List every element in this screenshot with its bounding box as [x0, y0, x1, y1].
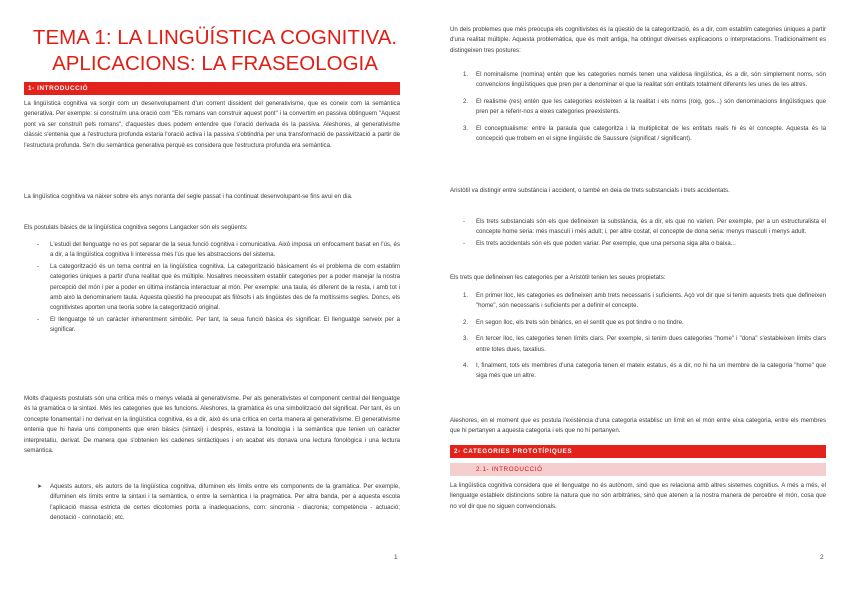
list-item-text: Aquests autors, els autors de la lingüística cognitiva, difuminen els límits entre els components de la gramàtica. Per exemple, difuminen els límits entre la sintaxi i la semàntica, o entre la semàntica i la pragmàtica. Per altra banda, per a aquesta escola l'aplicació massa estricta de certes dicotomies porta a inadequacions, com: sincronia - diacronia; competència - actuació; denotació - connotació; etc. — [50, 483, 400, 522]
list-number: 1. — [463, 71, 469, 78]
list-number: 3. — [463, 124, 469, 132]
traits-list — [463, 217, 826, 249]
postulates-list — [37, 240, 400, 336]
list-item — [463, 70, 826, 91]
document-title-line-2: APLICACIONS: LA FRASEOLOGIA — [52, 52, 378, 75]
dash-bullet: - — [37, 315, 40, 323]
paragraph: Els trets que defineixen les categories per a Aristòtil tenien les seues propietats: — [450, 274, 666, 281]
list-item-text: L'estudi del llenguatge no es pot separar de la seua funció cognitiva i comunicativa. Això imposa un enfocament basat en l'ús, és a dir, a la lingüística cognitiva li interessa més l'ús que les abstraccions del sistema. — [50, 241, 400, 259]
arrow-list — [37, 482, 400, 524]
arrow-bullet-icon: ➤ — [37, 483, 43, 490]
dash-bullet: - — [463, 239, 466, 247]
list-item — [463, 318, 826, 328]
page-number: 1 — [394, 554, 398, 561]
section-heading-introduccio: 1- INTRODUCCIÓ — [24, 82, 400, 95]
postures-list — [463, 70, 826, 144]
list-item — [463, 217, 826, 238]
list-item-text: El conceptualisme: entre la paraula que categoritza i la multiplicitat de les entitats reals hi és el concepte. Aquesta és la concepció que trobem en el signe lingüístic de Saussure (significat / significant). — [476, 124, 826, 143]
list-item-text: I, finalment, tots els membres d'una categoria tenen el mateix estatus, és a dir, no hi ha un membre de la categoria "home" que siga més que un altre. — [476, 362, 826, 380]
list-item — [463, 97, 826, 118]
paragraph: Aristòtil va distingir entre substància i accident, o també en deia de trets substancials i trets accidentats. — [450, 187, 730, 194]
list-item — [463, 334, 826, 355]
list-item — [37, 240, 400, 261]
dash-bullet: - — [463, 218, 466, 225]
document-title-line-1: TEMA 1: LA LINGÜÍSTICA COGNITIVA. — [32, 26, 398, 49]
list-item — [463, 361, 826, 382]
list-number: 2. — [463, 97, 469, 105]
list-number: 3. — [463, 335, 469, 343]
list-item — [37, 482, 400, 524]
list-item — [463, 239, 826, 249]
list-item-text: El llenguatge té un caràcter inherentment simbòlic. Per tant, la seua funció bàsica és significar. El llenguatge serveix per a significar. — [50, 315, 400, 334]
list-item-text: En tercer lloc, les categories tenen límits clars. Per exemple, si tenim dues categories "home" i "dona" s'estableixen límits clars entre totes dues, taxatius. — [476, 335, 826, 353]
list-item-text: En primer lloc, les categories es defineixen amb trets necessaris i suficients. Açò vol dir que si tenim aquests trets que defineixen "home", són necessaris i suficients per a definir el concepte. — [476, 292, 826, 310]
list-item-text: El realisme (res) entén que les categories existeixen a la realitat i els noms (roig, gos...) són denominacions lingüístiques que pren per a referir-nos a eixes categories preexistents. — [476, 97, 826, 116]
paragraph: Molts d'aquests postulats són una crítica més o menys velada al generativisme. Per als generativistes el component central del llenguatge és la gramàtica o la sintaxi. Més les categories que les funcions. Aleshores, la gramàtica és una simbolització del significat. Per tant, és un concepte fonamental i no derivat en la lingüística cognitiva, és a dir, això és una crítica en certa manera al generativisme. El generativisme entenia que hi havia uns components que eren bàsics (sintaxi) i després, estava la fonologia i la semàntica que tenien un caràcter interpretatiu, derivat. De manera que s'obtenien les cadenes sintàctiques i en acabat els donava una lectura fonològica i una lectura semàntica. — [24, 395, 400, 455]
list-item-text: El nominalisme (nomina) entén que les categories només tenen una validesa lingüística, és a dir, són simplement noms, són convencions lingüístiques que pren per a denominar el que la realitat són entitats totalment diferents les unes de les altres. — [476, 71, 826, 89]
paragraph: Un dels problemes que més preocupa els cognitivistes és la qüestió de la categorització, és a dir, com establim categories úniques a partir d'una realitat múltiple. Aquesta problemàtica, que és molt antiga, ha obtingut diverses explicacions o interpretacions. Tradicionalment es distingeixen tres postures: — [450, 26, 826, 54]
dash-bullet: - — [37, 241, 40, 248]
list-item — [463, 291, 826, 312]
paragraph: La lingüística cognitiva va nàixer sobre els anys noranta del segle passat i ha continuat desenvolupant-se fins avui en dia. — [24, 193, 353, 200]
paragraph: La lingüística cognitiva considera que el llenguatge no és autònom, sinó que es relaciona amb altres sistemes cognitius. A més a més, el llenguatge estableix distincions sobre la natura que no són arbitràries, sinó que atenen a la nostra manera de percebre el món, cosa que no vol dir que no siguen convencionals. — [450, 482, 826, 510]
list-number: 2. — [463, 318, 469, 326]
list-item-text: La categorització és un tema central en la lingüística cognitiva. La categorització bàsicament és el problema de com establim categories úniques a partir d'una realitat que és múltiple. Nosaltres necessitem establir categories per a poder manejar la nostra percepció del món i per a poder en última instància interactuar al món. Per exemple: una taula, és diferent de la resta, i amb tot i amb això la denominariem taula. Aquesta qüestió ha preocupat als filòsofs i als lingüistes des de fa moltíssims segles. Doncs, els cognitivistes aporten una teoria sobre la categorització original. — [50, 262, 400, 312]
page-number: 2 — [820, 554, 824, 561]
list-item — [463, 124, 826, 145]
list-item-text: Els trets accidentals són els que poden variar. Per exemple, que una persona siga alta o baixa... — [476, 239, 736, 247]
list-number: 1. — [463, 292, 469, 299]
list-item-text: En segon lloc, els trets són binàrics, en el sentit que es pot tindre o no tindre. — [476, 318, 684, 326]
page-2 — [424, 0, 848, 600]
list-item — [37, 262, 400, 314]
properties-list — [463, 291, 826, 382]
list-item-text: Els trets substancials són els que defineixen la substància, és a dir, els que no varien. Per exemple, per a un estructuralista el concepte home seria: més masculí i més adult; i, per altre costat, el concepte de dona seria: menys masculí i menys adult. — [476, 218, 826, 236]
paragraph: La lingüística cognitiva va sorgir com un desenvolupament d'un corrent dissident del generativisme, que es coneix com la semàntica generativa. Per exemple: si construïm una oració com "Els romans van construir aquest pont" i la convertim en passiva obtinguem "Aquest pont va ser construït pels romans", d'aquestes dues podem entendre que l'oració derivada és la passiva. Aleshores, al generativisme clàssic s'entenia que a l'estructura profunda estaria l'oració activa i la passiva s'obtindria per una transformació de passivització a partir de l'estructura profunda. Se'n diu semàntica generativa perquè es considera que l'estructura profunda era semàntica. — [24, 100, 400, 149]
paragraph: Els postulats bàsics de la lingüística cognitiva segons Langacker són els següents: — [24, 224, 248, 231]
list-item — [37, 315, 400, 336]
dash-bullet: - — [37, 262, 40, 270]
subsection-heading-introduccio: 2.1- INTRODUCCIÓ — [450, 463, 826, 476]
list-number: 4. — [463, 362, 469, 370]
paragraph: Aleshores, en el moment que es postula l'existència d'una categoria establisc un límit en el món entre eixa categoria, entre els membres que hi pertanyen a aquesta categoria i els que no hi pertanyen. — [450, 417, 826, 435]
section-heading-categories-prototipiques: 2- CATEGORIES PROTOTÍPIQUES — [450, 445, 826, 458]
